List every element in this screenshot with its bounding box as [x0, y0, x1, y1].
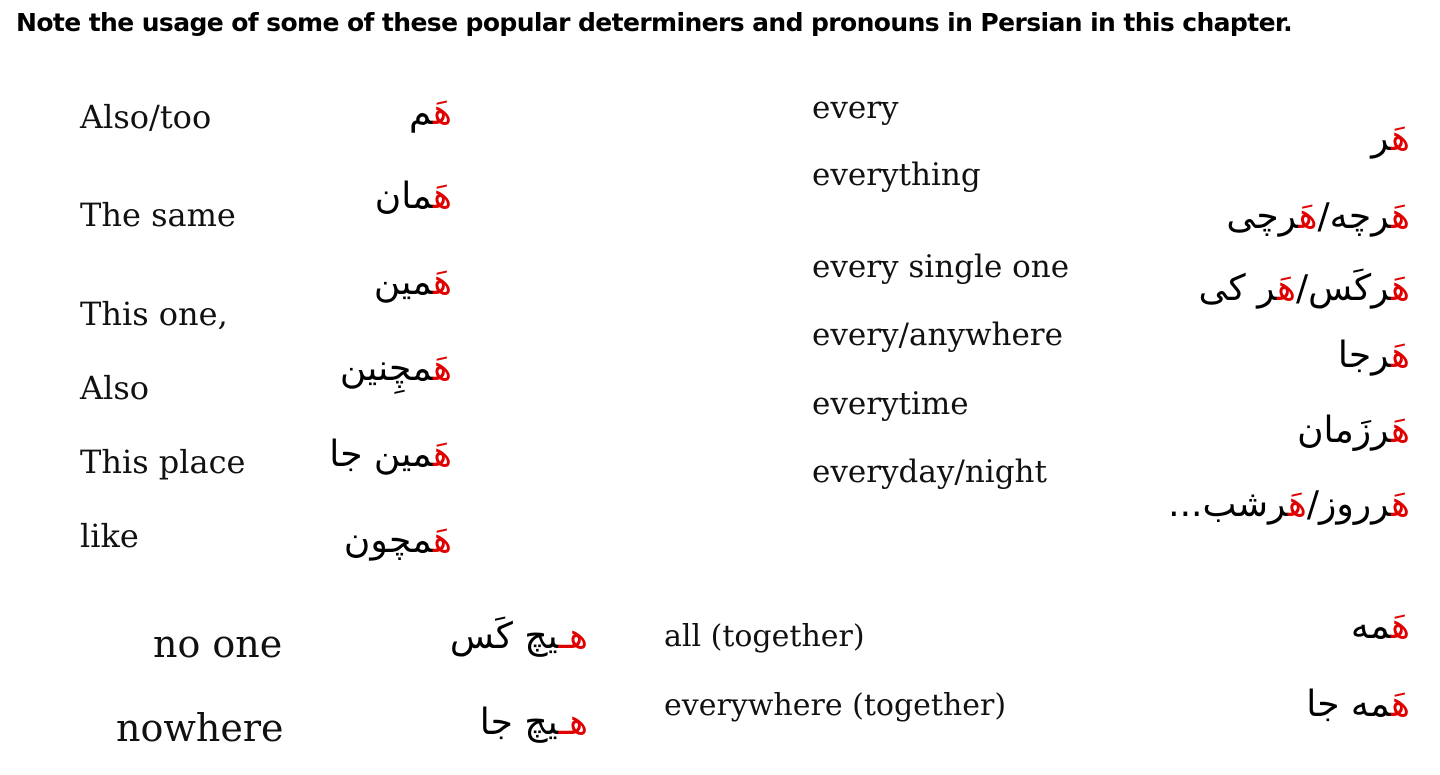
highlight-prefix: هَ: [433, 176, 452, 217]
english-nowhere: nowhere: [116, 706, 284, 750]
persian-rest: یچ جا: [479, 702, 559, 743]
persian-hamin: [374, 262, 452, 303]
english-also: Also: [80, 369, 150, 407]
persian-rest: مچِنین: [339, 348, 434, 389]
persian-hamchenin: [340, 348, 452, 389]
english-this-one: This one,: [80, 295, 228, 333]
highlight-prefix: هَ: [1298, 196, 1318, 237]
english-also-too: Also/too: [80, 98, 212, 136]
persian-rest: مین: [373, 262, 434, 303]
highlight-prefix: هـ: [558, 702, 588, 743]
highlight-prefix: هَ: [1391, 196, 1410, 237]
persian-rest: ر کی: [1198, 268, 1277, 309]
persian-harja: [1338, 335, 1410, 376]
persian-rest: رروز/: [1306, 484, 1392, 525]
persian-hame: [1351, 606, 1410, 647]
highlight-prefix: هَ: [433, 92, 452, 133]
persian-rest: یچ کَس: [449, 616, 559, 657]
persian-harruz-harshab: [1168, 484, 1410, 525]
highlight-prefix: هَ: [433, 434, 452, 475]
persian-harche-harchi: [1226, 196, 1410, 237]
persian-har: [1371, 118, 1410, 159]
highlight-prefix: هَ: [1287, 484, 1307, 525]
persian-rest: ر: [1371, 118, 1392, 159]
english-every-anywhere: every/anywhere: [812, 317, 1063, 353]
persian-rest: مان: [374, 176, 434, 217]
persian-rest: رچه/: [1317, 196, 1392, 237]
english-the-same: The same: [80, 196, 236, 234]
persian-rest: مه جا: [1306, 684, 1392, 725]
persian-hichja: [480, 702, 588, 743]
persian-rest: رچی: [1226, 196, 1299, 237]
highlight-prefix: هَ: [433, 348, 452, 389]
persian-harzaman: [1297, 410, 1410, 451]
persian-haman: [375, 176, 452, 217]
highlight-prefix: هـ: [558, 616, 588, 657]
highlight-prefix: هَ: [433, 520, 452, 561]
english-like: like: [80, 517, 139, 555]
persian-rest: مه: [1350, 606, 1392, 647]
english-every-single-one: every single one: [812, 249, 1070, 285]
persian-rest: رزَمان: [1297, 410, 1392, 451]
english-everywhere-together: everywhere (together): [664, 688, 1007, 723]
persian-hameja: [1306, 684, 1410, 725]
english-no-one: no one: [153, 622, 283, 666]
persian-ham: [409, 92, 452, 133]
english-this-place: This place: [80, 443, 246, 481]
highlight-prefix: هَ: [1391, 268, 1410, 309]
persian-rest: م: [409, 92, 434, 133]
persian-rest: رجا: [1337, 335, 1392, 376]
english-every: every: [812, 90, 899, 126]
persian-rest: رشب...: [1168, 484, 1288, 525]
highlight-prefix: هَ: [1391, 684, 1410, 725]
persian-rest: رکَس/: [1295, 268, 1392, 309]
persian-harkas-har-ki: [1199, 268, 1410, 309]
persian-hamin-ja: [329, 434, 452, 475]
persian-rest: مین جا: [329, 434, 434, 475]
persian-hamchun: [344, 520, 452, 561]
highlight-prefix: هَ: [1391, 335, 1410, 376]
english-everytime: everytime: [812, 386, 969, 422]
page-heading: Note the usage of some of these popular determiners and pronouns in Persian in this chapter.: [16, 8, 1292, 37]
english-all-together: all (together): [664, 619, 865, 654]
highlight-prefix: هَ: [1391, 410, 1410, 451]
english-everything: everything: [812, 157, 981, 193]
highlight-prefix: هَ: [1391, 606, 1410, 647]
highlight-prefix: هَ: [1391, 118, 1410, 159]
highlight-prefix: هَ: [1277, 268, 1296, 309]
persian-hichkas: [450, 616, 588, 657]
english-everyday-night: everyday/night: [812, 454, 1047, 490]
persian-rest: مچون: [343, 520, 434, 561]
highlight-prefix: هَ: [433, 262, 452, 303]
highlight-prefix: هَ: [1391, 484, 1410, 525]
